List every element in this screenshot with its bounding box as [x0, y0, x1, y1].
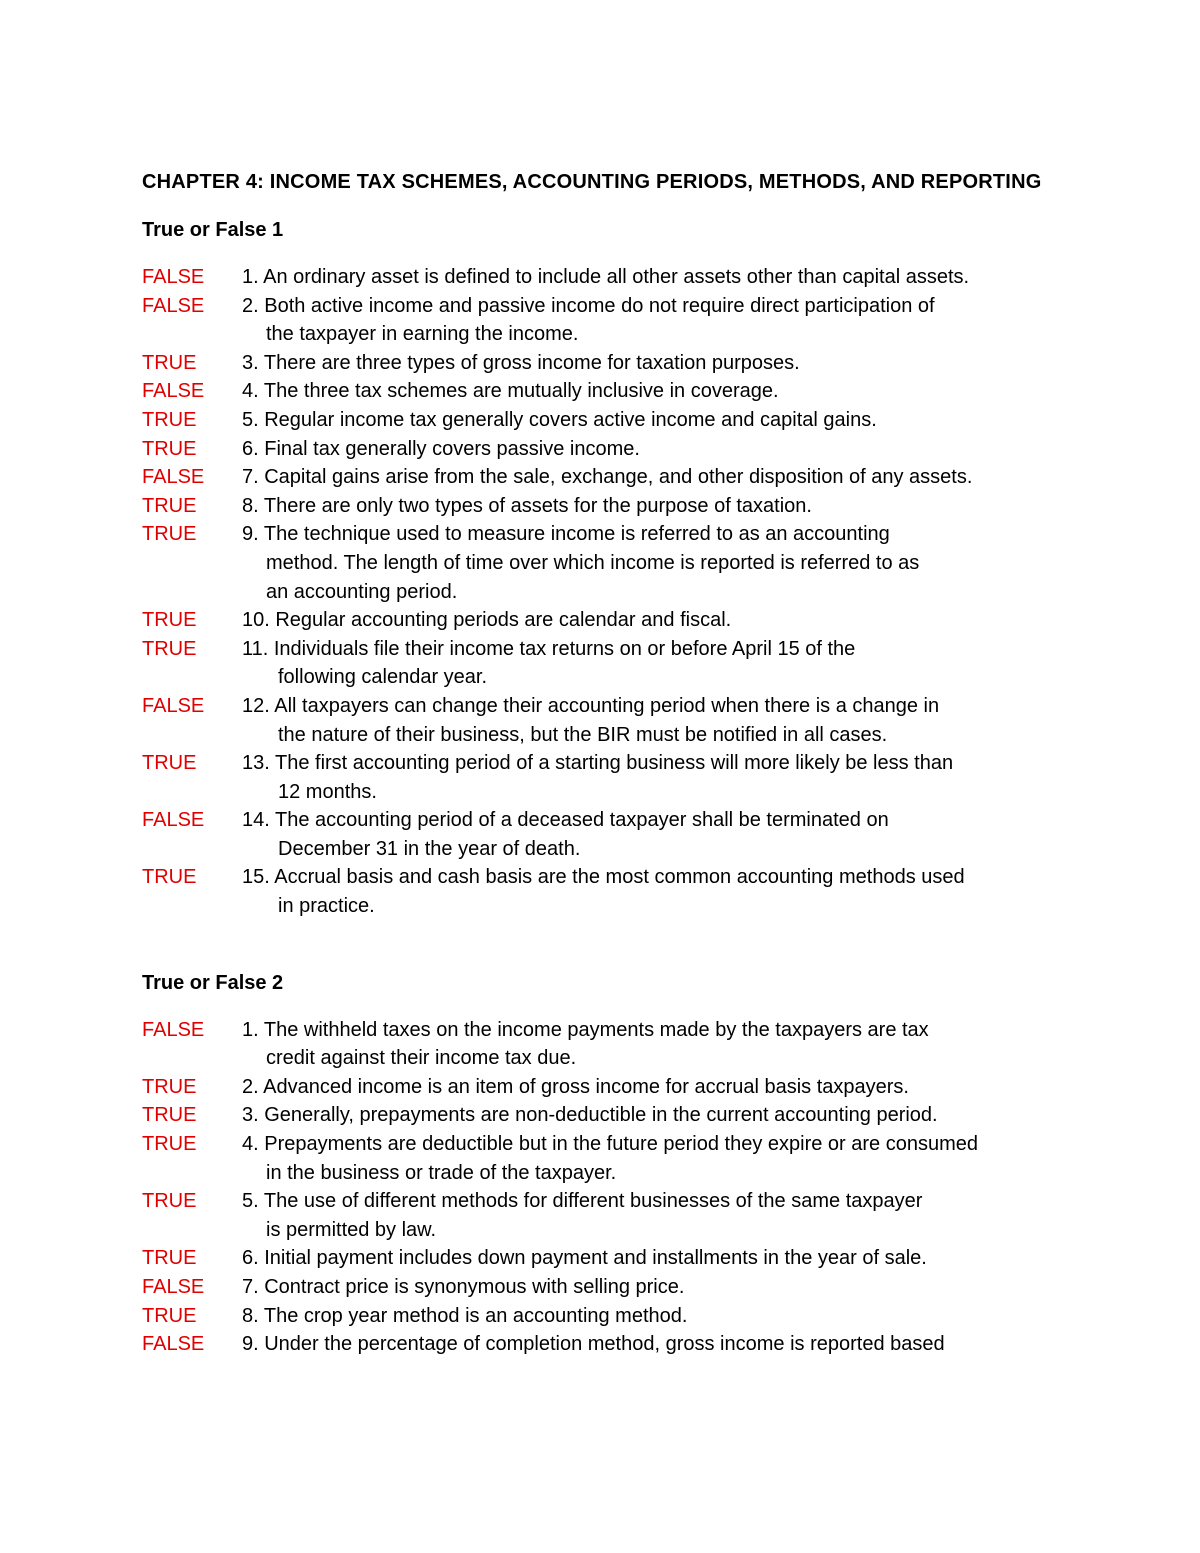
question-item	[142, 1016, 1058, 1073]
question-item	[142, 806, 1058, 863]
question-text	[242, 863, 1058, 920]
question-line: the nature of their business, but the BIR must be notified in all cases.	[278, 723, 888, 746]
question-item	[142, 1244, 1058, 1273]
question-text	[242, 292, 1058, 349]
question-item	[142, 692, 1058, 749]
section-heading: True or False 2	[142, 971, 284, 994]
section-true-or-false-2	[142, 969, 1058, 1359]
question-line: 8. There are only two types of assets for the purpose of taxation.	[242, 494, 812, 517]
question-text	[242, 435, 1058, 464]
answer-label: FALSE	[142, 294, 205, 317]
question-text	[242, 806, 1058, 863]
question-line: December 31 in the year of death.	[278, 837, 581, 860]
question-line: 11. Individuals file their income tax returns on or before April 15 of the	[242, 637, 856, 660]
question-text	[242, 1187, 1058, 1244]
question-text	[242, 606, 1058, 635]
document-page	[142, 168, 1058, 1359]
question-item	[142, 606, 1058, 635]
answer-label: FALSE	[142, 1333, 205, 1356]
question-line: 12 months.	[278, 780, 377, 803]
answer-label: FALSE	[142, 694, 205, 717]
question-item	[142, 520, 1058, 606]
question-item	[142, 1273, 1058, 1302]
answer-label: TRUE	[142, 1190, 197, 1213]
question-line: 9. Under the percentage of completion method, gross income is reported based	[242, 1333, 945, 1356]
answer-label: TRUE	[142, 523, 197, 546]
question-line: the taxpayer in earning the income.	[266, 323, 579, 346]
question-line: 1. An ordinary asset is defined to include all other assets other than capital assets.	[242, 266, 970, 288]
chapter-title: CHAPTER 4: INCOME TAX SCHEMES, ACCOUNTING PERIODS, METHODS, AND REPORTING	[142, 171, 1042, 193]
question-line: 10. Regular accounting periods are calendar and fiscal.	[242, 609, 732, 632]
question-text	[242, 1244, 1058, 1273]
question-list	[142, 1016, 1058, 1359]
question-text	[242, 263, 1058, 292]
question-item	[142, 1330, 1058, 1359]
question-line: in practice.	[278, 895, 375, 918]
question-item	[142, 406, 1058, 435]
answer-label: FALSE	[142, 466, 205, 489]
question-text	[242, 635, 1058, 692]
answer-label: TRUE	[142, 1304, 197, 1327]
question-line: 2. Both active income and passive income do not require direct participation of	[242, 294, 935, 317]
question-text	[242, 1101, 1058, 1130]
question-text	[242, 406, 1058, 435]
question-line: 8. The crop year method is an accounting method.	[242, 1304, 688, 1327]
question-text	[242, 492, 1058, 521]
answer-label: TRUE	[142, 752, 197, 775]
question-item	[142, 435, 1058, 464]
answer-label: TRUE	[142, 1104, 197, 1127]
question-item	[142, 749, 1058, 806]
answer-label: FALSE	[142, 380, 205, 403]
question-line: 1. The withheld taxes on the income payments made by the taxpayers are tax	[242, 1018, 929, 1041]
question-item	[142, 349, 1058, 378]
question-text	[242, 349, 1058, 378]
question-item	[142, 1130, 1058, 1187]
question-line: 5. Regular income tax generally covers active income and capital gains.	[242, 408, 877, 431]
question-text	[242, 692, 1058, 749]
answer-label: FALSE	[142, 1276, 205, 1298]
question-line: 13. The first accounting period of a starting business will more likely be less than	[242, 752, 954, 775]
question-line: following calendar year.	[278, 666, 488, 689]
question-text	[242, 463, 1058, 492]
question-text	[242, 1273, 1058, 1302]
answer-label: TRUE	[142, 866, 197, 889]
question-line: 6. Final tax generally covers passive income.	[242, 437, 640, 460]
question-item	[142, 1302, 1058, 1331]
question-line: an accounting period.	[266, 580, 458, 603]
answer-label: TRUE	[142, 1075, 197, 1098]
question-text	[242, 1330, 1058, 1359]
question-item	[142, 263, 1058, 292]
question-item	[142, 863, 1058, 920]
answer-label: FALSE	[142, 1018, 205, 1041]
question-item	[142, 377, 1058, 406]
question-line: in the business or trade of the taxpayer.	[266, 1161, 617, 1184]
question-line: 7. Contract price is synonymous with selling price.	[242, 1276, 685, 1298]
question-line: 5. The use of different methods for different businesses of the same taxpayer	[242, 1190, 923, 1213]
answer-label: TRUE	[142, 351, 197, 374]
question-item	[142, 1101, 1058, 1130]
section-true-or-false-1	[142, 216, 1058, 921]
question-text	[242, 1016, 1058, 1073]
answer-label: TRUE	[142, 408, 197, 431]
question-item	[142, 463, 1058, 492]
question-line: 4. The three tax schemes are mutually inclusive in coverage.	[242, 380, 779, 403]
answer-label: TRUE	[142, 609, 197, 632]
question-line: 4. Prepayments are deductible but in the future period they expire or are consumed	[242, 1133, 978, 1156]
question-line: is permitted by law.	[266, 1218, 437, 1241]
question-item	[142, 1073, 1058, 1102]
question-line: 7. Capital gains arise from the sale, exchange, and other disposition of any assets.	[242, 466, 973, 489]
question-text	[242, 1073, 1058, 1102]
question-item	[142, 492, 1058, 521]
question-item	[142, 1187, 1058, 1244]
answer-label: TRUE	[142, 494, 197, 517]
answer-label: FALSE	[142, 809, 205, 832]
question-line: 15. Accrual basis and cash basis are the most common accounting methods used	[242, 866, 965, 889]
question-line: 3. There are three types of gross income for taxation purposes.	[242, 351, 800, 374]
question-text	[242, 1130, 1058, 1187]
question-line: 2. Advanced income is an item of gross income for accrual basis taxpayers.	[242, 1075, 909, 1098]
answer-label: TRUE	[142, 1133, 197, 1156]
question-line: method. The length of time over which income is reported is referred to as	[266, 551, 920, 574]
question-item	[142, 292, 1058, 349]
question-line: 6. Initial payment includes down payment and installments in the year of sale.	[242, 1247, 927, 1270]
question-list	[142, 263, 1058, 921]
answer-label: TRUE	[142, 637, 197, 660]
question-line: 3. Generally, prepayments are non-deductible in the current accounting period.	[242, 1104, 938, 1127]
question-text	[242, 1302, 1058, 1331]
question-text	[242, 520, 1058, 606]
answer-label: TRUE	[142, 1247, 197, 1270]
question-line: 12. All taxpayers can change their accounting period when there is a change in	[242, 694, 940, 717]
question-line: 9. The technique used to measure income is referred to as an accounting	[242, 523, 890, 546]
section-heading: True or False 1	[142, 219, 284, 241]
question-line: 14. The accounting period of a deceased taxpayer shall be terminated on	[242, 809, 889, 832]
question-item	[142, 635, 1058, 692]
answer-label: FALSE	[142, 266, 205, 288]
answer-label: TRUE	[142, 437, 197, 460]
question-text	[242, 377, 1058, 406]
question-text	[242, 749, 1058, 806]
question-line: credit against their income tax due.	[266, 1047, 577, 1070]
